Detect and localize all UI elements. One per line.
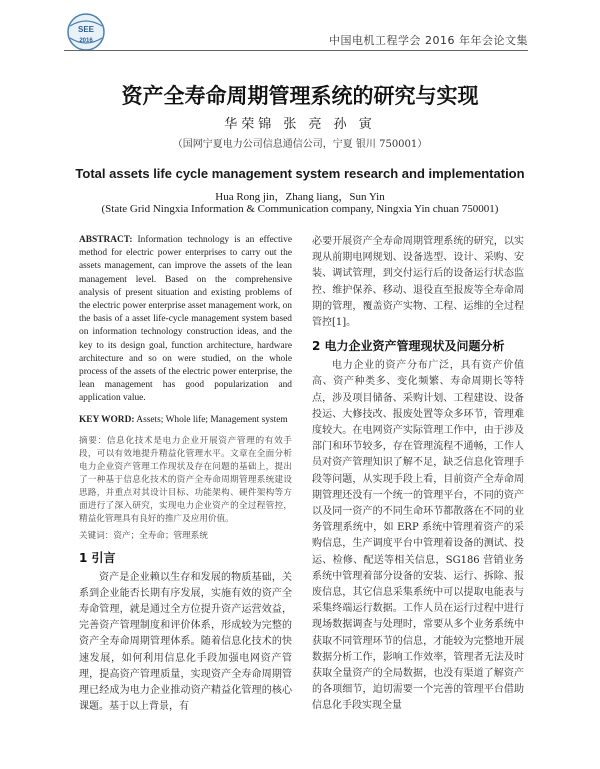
- keywords-english: [79, 414, 292, 427]
- abstract-text: Information technology is an effective method for electric power enterprises to carry out the assets management, can improve the assets of the lean management level. Based on the comprehensive analysis of present situation and existing problems of the electric power enterprise asset management work, on the basis of a asset life-cycle management system based on information technology construction ideas, and the key to its design goal, function architecture, hardware architecture and so on were studied, on the whole process of the assets of the electric power enterprise, the lean management has good popularization and application value.: [79, 235, 292, 404]
- running-header: 中国电机工程学会 2016 年年会论文集: [329, 34, 528, 47]
- right-column: [312, 234, 524, 715]
- section-1-continuation: 必要开展资产全寿命周期管理系统的研究，以实现从前期电网规划、设备选型、设计、采购、安装、调试管理，到交付运行后的设备运行状态监控、维护保养、移动、退役直至报废等全寿命周期的管理，覆盖资产实物、工程、运维的全过程管控[1]。: [312, 236, 524, 329]
- society-logo-icon: [64, 12, 108, 52]
- abstract-cn-text: 信息化技术是电力企业开展资产管理的有效手段，可以有效地提升精益化管理水平。文章在全面分析电力企业资产管理工作现状及存在问题的基础上，提出了一种基于信息化技术的资产全寿命周期管理系统建设思路，并重点对其设计目标、功能架构、硬件架构等方面进行了深入研究，实现电力企业资产的全过程管控，精益化管理具有良好的推广及应用价值。: [79, 435, 292, 524]
- title-chinese: 资产全寿命周期管理系统的研究与实现: [121, 84, 479, 108]
- header-divider: [64, 50, 528, 51]
- abstract-english: [79, 234, 292, 406]
- section-2-paragraph: 电力企业的资产分布广泛，具有资产价值高、资产种类多、变化频繁、寿命周期长等特点，涉及项目储备、采购计划、工程建设、设备投运、大修技改、报废处置等众多环节，管理难度较大。在电网资产实际管理工作中，由于涉及部门和环节较多，存在管理流程不通畅，工作人员对资产管理知识了解不足，缺乏信息化管理手段等问题，从实现手段上看，目前资产全寿命周期管理还没有一个统一的管理平台，不同的资产以及同一资产的不同生命环节都散落在不同的业务管理系统中，如 ERP 系统中管理着资产的采购信息，生产调度平台中管理着设备的测试、投运、检修、配送等相关信息，SG186 营销业务系统中管理着部分设备的安装、运行、拆除、报废信息，其它信息采集系统中可以提取电能表与采集终端运行数据。工作人员在运行过程中进行现场数据调查与处理时，常要从多个业务系统中获取不同管理环节的信息，才能较为完整地开展数据分析工作，影响工作效率，管理者无法及时获取全量资产的全局数据，也没有渠道了解资产的各项细节，迫切需要一个完善的管理平台借助信息化手段实现全量: [312, 360, 524, 712]
- keywords-label: KEY WORD:: [79, 414, 135, 425]
- affiliation-english: (State Grid Ningxia Information & Communication company, Ningxia Yin chuan 750001): [101, 203, 499, 215]
- section-1-paragraph: 资产是企业赖以生存和发展的物质基础，关系到企业能否长期有序发展，实施有效的资产全寿命管理，就是通过全方位提升资产运营效益，完善资产管理制度和评价体系，形成较为完整的资产全寿命周期管理体系。随着信息化技术的快速发展，如何利用信息化手段加强电网资产管理，提高资产管理质量，实现资产全寿命周期管理已经成为电力企业推动资产精益化管理的核心课题。基于以上背景，有: [79, 571, 292, 713]
- logo-year: 2016: [79, 38, 93, 44]
- keywords-cn-label: 关键词：: [79, 530, 114, 541]
- logo-text: SEE: [77, 25, 95, 34]
- keywords-chinese: [79, 530, 292, 543]
- abstract-chinese: [79, 435, 292, 526]
- keywords-cn-text: 资产；全寿命；管理系统: [113, 530, 208, 541]
- authors-english: Hua Rong jin，Zhang liang，Sun Yin: [215, 191, 385, 203]
- abstract-label: ABSTRACT:: [79, 235, 133, 245]
- title-english: Total assets life cycle management system research and implementation: [75, 166, 525, 181]
- left-column: [79, 234, 292, 715]
- authors-chinese: 华荣锦 张 亮 孙 寅: [224, 117, 376, 132]
- affiliation-chinese: （国网宁夏电力公司信息通信公司，宁夏 银川 750001）: [172, 139, 428, 150]
- abstract-cn-label: 摘要：: [79, 435, 107, 446]
- section-1-heading: 1 引言: [79, 550, 116, 565]
- section-2-heading: 2 电力企业资产管理现状及问题分析: [312, 339, 505, 354]
- keywords-text: Assets; Whole life; Management system: [134, 414, 288, 425]
